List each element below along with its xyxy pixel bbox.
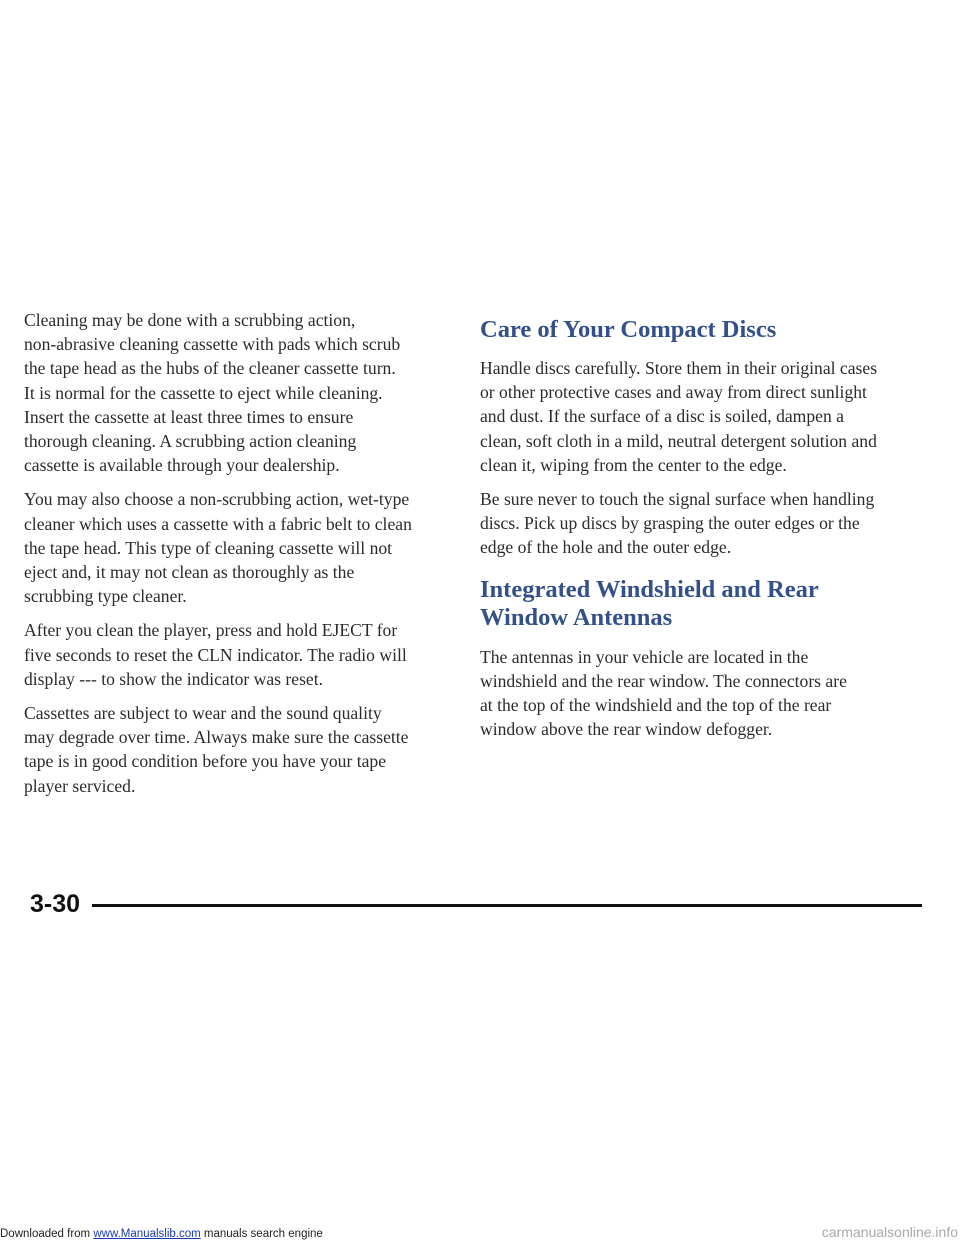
left-column bbox=[24, 308, 444, 808]
page-number: 3-30 bbox=[30, 890, 81, 918]
cassette-wear-paragraph: Cassettes are subject to wear and the sound quality may degrade over time. Always make sure the cassette tape is in good condition before you have your tape player serviced. bbox=[24, 703, 409, 796]
handle-discs-paragraph: Handle discs carefully. Store them in their original cases or other protective cases and away from direct sunlight and dust. If the surface of a disc is soiled, dampen a clean, soft cloth in a mild, neutral detergent solution and clean it, wiping from the center to the edge. bbox=[480, 358, 878, 475]
compact-discs-heading: Care of Your Compact Discs bbox=[480, 316, 777, 343]
page-footer bbox=[24, 889, 924, 929]
antennas-paragraph: The antennas in your vehicle are located in the windshield and the rear window. The connectors are at the top of the windshield and the top of the rear window above the rear window defogger. bbox=[480, 646, 847, 740]
download-watermark bbox=[0, 1227, 323, 1241]
wet-type-cleaner-paragraph: You may also choose a non-scrubbing action, wet-type cleaner which uses a cassette with a fabric belt to clean the tape head. This type of cleaning cassette will not eject and, it may not clean as thoroughly as the scrubbing type cleaner. bbox=[24, 489, 412, 607]
antennas-heading: Integrated Windshield and Rear Window Antennas bbox=[480, 575, 819, 631]
footer-rule bbox=[92, 904, 922, 907]
download-prefix: Downloaded from bbox=[0, 1228, 94, 1240]
reset-indicator-paragraph: After you clean the player, press and hold EJECT for five seconds to reset the CLN indicator. The radio will display --- to show the indicator was reset. bbox=[24, 620, 407, 689]
signal-surface-paragraph: Be sure never to touch the signal surface when handling discs. Pick up discs by grasping the outer edges or the edge of the hole and the outer edge. bbox=[480, 489, 875, 558]
right-column bbox=[480, 308, 910, 751]
cassette-cleaning-paragraph: Cleaning may be done with a scrubbing action, non-abrasive cleaning cassette with pads which scrub the tape head as the hubs of the cleaner cassette turn. It is normal for the cassette to eject while cleaning. Insert the cassette at least three times to ensure thorough cleaning. A scrubbing action cleaning cassette is available through your dealership. bbox=[24, 310, 401, 476]
download-suffix: manuals search engine bbox=[200, 1228, 323, 1240]
manualslib-link[interactable]: www.Manualslib.com bbox=[93, 1228, 201, 1240]
site-watermark: carmanualsonline.info bbox=[821, 1224, 958, 1240]
